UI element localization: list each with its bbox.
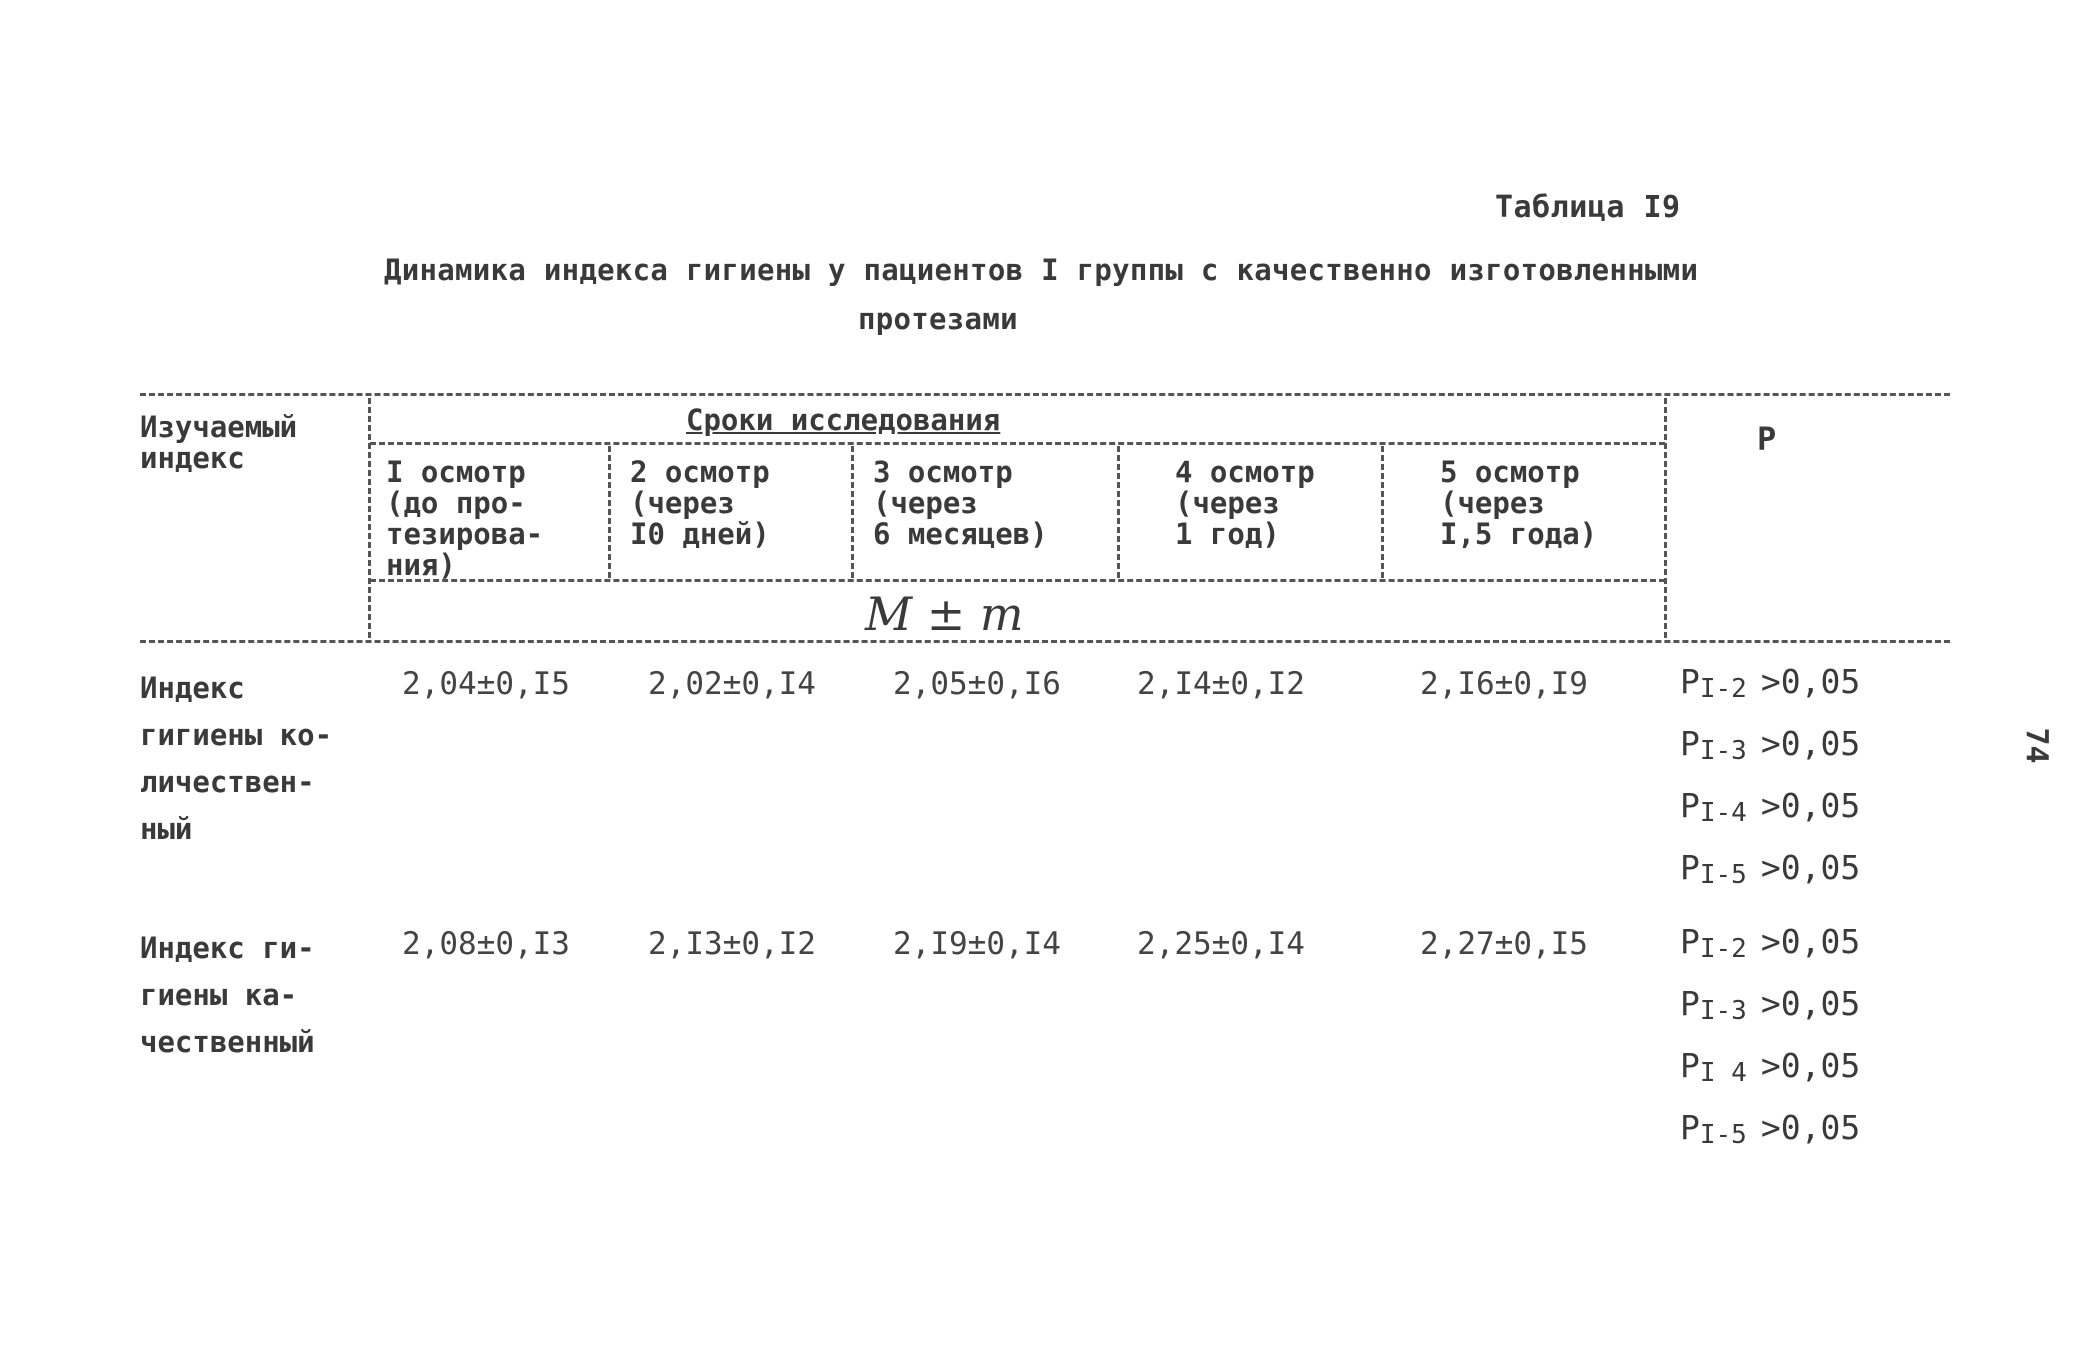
p-value: $P_{I 4} >0,05$ (1680, 1046, 1861, 1088)
header-stat-label: M ± m (865, 587, 1024, 641)
rule-group-title (370, 442, 1665, 445)
rule-header-bottom (140, 640, 1950, 643)
header-group-title: Сроки исследования (686, 403, 1001, 437)
vline-exam-2-3 (851, 446, 854, 578)
cell-value: 2,I3±0,I2 (648, 926, 816, 962)
cell-value: 2,I9±0,I4 (893, 926, 1061, 962)
vline-exam-4-5 (1381, 446, 1384, 578)
p-value: $P_{I-5} >0,05$ (1680, 1108, 1861, 1150)
p-value: $P_{I-3} >0,05$ (1680, 984, 1861, 1026)
p-values (1680, 662, 1860, 910)
rule-top (140, 393, 1950, 396)
cell-value: 2,08±0,I3 (402, 926, 570, 962)
table-title-line1: Динамика индекса гигиены у пациентов I группы с качественно изготовленными (384, 253, 1699, 287)
header-exam-2: 2 осмотр (через I0 дней) (630, 455, 770, 551)
rule-exams-bottom (370, 579, 1665, 582)
p-value: $P_{I-4} >0,05$ (1680, 786, 1861, 828)
vline-exam-1-2 (608, 446, 611, 578)
header-exam-5: 5 осмотр (через I,5 года) (1440, 455, 1598, 551)
p-values (1680, 922, 1860, 1170)
cell-value: 2,I6±0,I9 (1420, 666, 1588, 702)
vline-p (1664, 398, 1667, 638)
row-label: Индекс ги- гиены ка- чественный (140, 931, 315, 1059)
header-index-column: Изучаемый индекс (140, 410, 298, 475)
p-value: $P_{I-5} >0,05$ (1680, 848, 1861, 890)
cell-value: 2,02±0,I4 (648, 666, 816, 702)
cell-value: 2,27±0,I5 (1420, 926, 1588, 962)
p-value: $P_{I-2} >0,05$ (1680, 922, 1861, 964)
cell-value: 2,05±0,I6 (893, 666, 1061, 702)
p-value: $P_{I-3} >0,05$ (1680, 724, 1861, 766)
page-number: 74 (2018, 727, 2054, 764)
p-value: $P_{I-2} >0,05$ (1680, 662, 1861, 704)
cell-value: 2,25±0,I4 (1137, 926, 1305, 962)
header-exam-3: 3 осмотр (через 6 месяцев) (873, 455, 1048, 551)
table-title-line2: протезами (858, 302, 1018, 336)
header-exam-4: 4 осмотр (через 1 год) (1175, 455, 1315, 551)
cell-value: 2,04±0,I5 (402, 666, 570, 702)
vline-exam-3-4 (1117, 446, 1120, 578)
cell-value: 2,I4±0,I2 (1137, 666, 1305, 702)
table-number: Таблица I9 (1495, 190, 1681, 225)
vline-index (368, 398, 371, 638)
header-p: P (1757, 420, 1777, 458)
row-label: Индекс гигиены ко- личествен- ный (140, 671, 333, 846)
header-exam-1: I осмотр (до про- тезирова- ния) (386, 455, 544, 582)
